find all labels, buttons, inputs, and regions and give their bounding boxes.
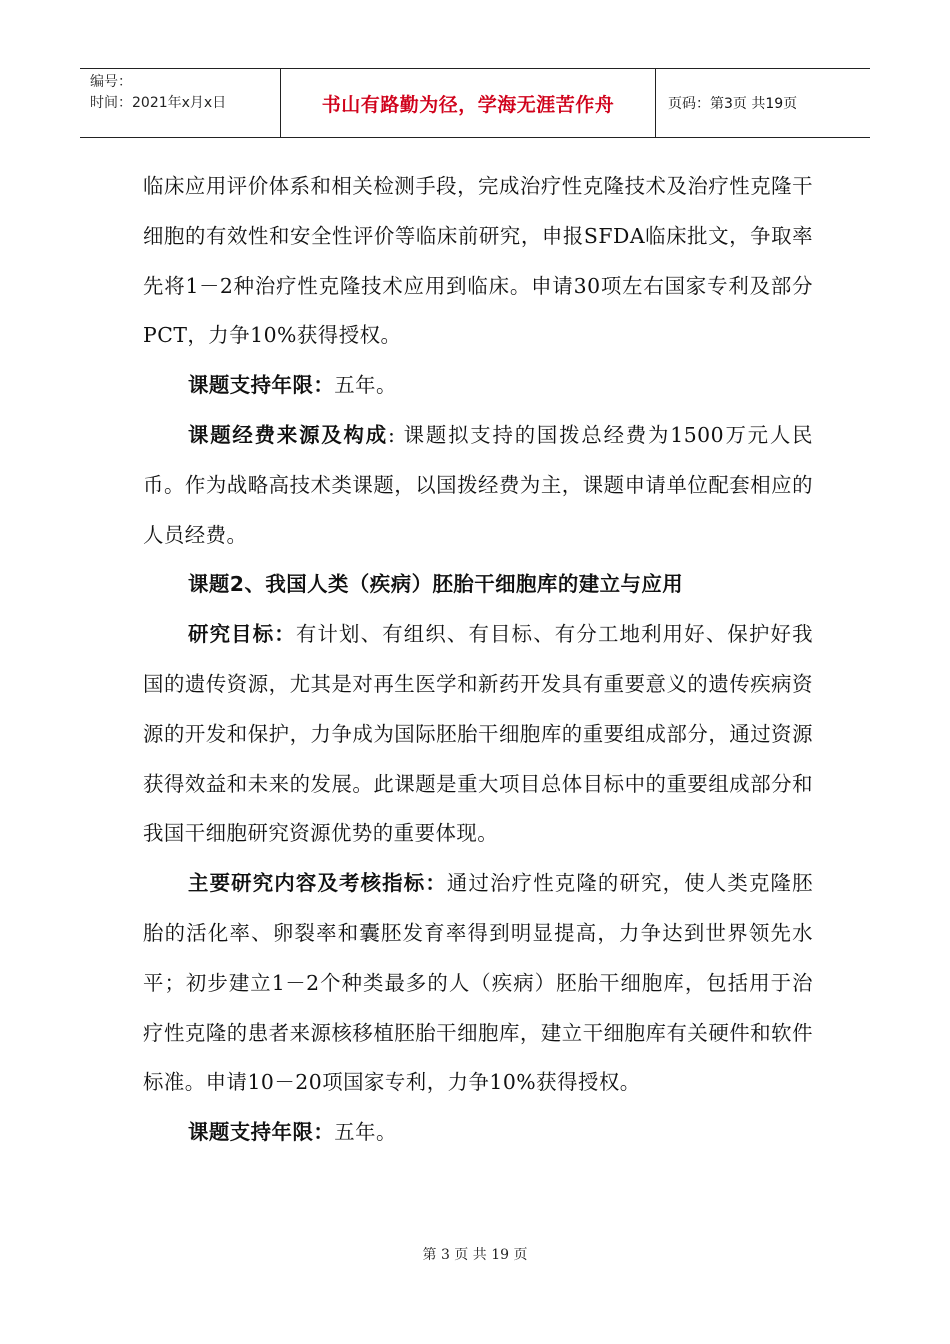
paragraph-support-years — [143, 361, 813, 411]
content-indicators-text: 通过治疗性克隆的研究，使人类克隆胚胎的活化率、卵裂率和囊胚发育率得到明显提高，力争达到世界领先水平；初步建立1－2个种类最多的人（疾病）胚胎干细胞库，包括用于治疗性克隆的患者来源核移植胚胎干细胞库，建立干细胞库有关硬件和软件标准。申请10－20项国家专利，力争10%获得授权。 — [143, 871, 814, 1095]
paragraph-1: 临床应用评价体系和相关检测手段，完成治疗性克隆技术及治疗性克隆干细胞的有效性和安全性评价等临床前研究，申报SFDA临床批文，争取率先将1－2种治疗性克隆技术应用到临床。申请30项左右国家专利及部分PCT，力争10%获得授权。 — [143, 174, 813, 348]
document-body — [143, 162, 813, 1158]
support-years-label-2: 课题支持年限： — [188, 1120, 335, 1145]
serial-label: 编号： — [90, 74, 132, 90]
support-years-text: 五年。 — [334, 373, 397, 398]
date-label: 时间：2021年x月x日 — [90, 95, 227, 111]
paragraph-funding — [143, 411, 813, 560]
page-footer: 第 3 页 共 19 页 — [422, 1247, 528, 1263]
page-header — [80, 68, 870, 138]
page-number-label: 页码：第3页 共19页 — [668, 96, 798, 112]
objective-label: 研究目标： — [188, 622, 296, 647]
objective-text: 有计划、有组织、有目标、有分工地利用好、保护好我国的遗传资源，尤其是对再生医学和新药开发具有重要意义的遗传疾病资源的开发和保护，力争成为国际胚胎干细胞库的重要组成部分，通过资源获得效益和未来的发展。此课题是重大项目总体目标中的重要组成部分和我国干细胞研究资源优势的重要体现。 — [143, 622, 814, 846]
funding-text: : 课题拟支持的国拨总经费为1500万元人民币。作为战略高技术类课题，以国拨经费为主，课题申请单位配套相应的人员经费。 — [143, 422, 813, 547]
support-years-label: 课题支持年限： — [188, 373, 335, 398]
header-page-cell — [656, 69, 870, 137]
paragraph-support-years-2 — [143, 1108, 813, 1158]
paragraph-objective — [143, 610, 813, 859]
content-indicators-label: 主要研究内容及考核指标： — [188, 871, 447, 896]
support-years-text-2: 五年。 — [334, 1120, 397, 1145]
header-motto-cell — [280, 69, 656, 137]
motto-text: 书山有路勤为径，学海无涯苦作舟 — [321, 93, 615, 116]
paragraph-content-indicators — [143, 859, 813, 1108]
section-heading: 课题2、我国人类（疾病）胚胎干细胞库的建立与应用 — [188, 572, 684, 597]
funding-label: 课题经费来源及构成 — [188, 422, 388, 447]
header-meta — [80, 69, 280, 137]
